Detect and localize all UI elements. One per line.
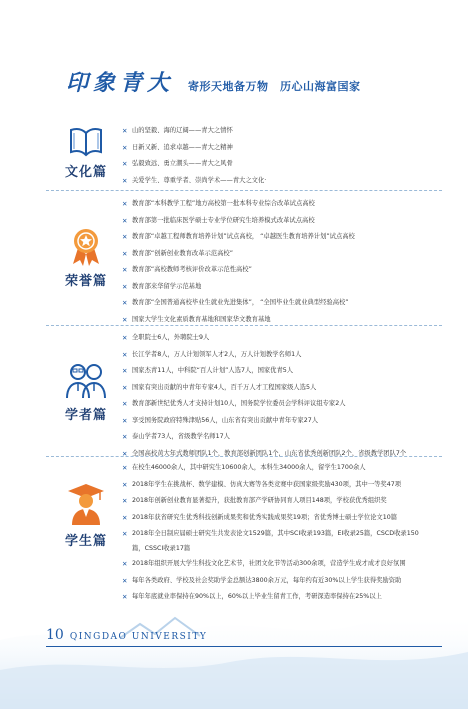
medal-icon [69, 226, 103, 266]
section-scholars-list [122, 330, 442, 462]
list-item: ✕ 国家杰青11人，中科院“百人计划”人选7人，国家优青5人 [122, 367, 294, 375]
list-item: ✕ 教育部“卓越工程师教育培养计划”试点高校， “卓越医生教育培养计划”试点高校 [122, 233, 355, 241]
list-item: ✕ 每年年底就业率保持在90%以上，60%以上毕业生留青工作，考研深造率保持在25%以上 [122, 593, 382, 601]
list-item: ✕ 教育部来华留学示范基地 [122, 282, 202, 291]
list-item: ✕ 关爱学生、尊重学者、崇尚学术——青大之文化· [122, 176, 267, 185]
section-divider [46, 325, 442, 326]
list-item: ✕ 弘毅致远、勇立潮头——青大之风骨 [122, 160, 233, 168]
section-students-list [122, 460, 442, 606]
list-item: ✕ 2018年获省研究生优秀科技创新成果奖和优秀实践成果奖19项；省优秀博士硕士学位论文10篇 [122, 513, 398, 522]
section-culture-label: 文化篇 [64, 165, 107, 180]
list-item: ✕ 国家有突出贡献的中青年专家4人，百千万人才工程国家级人选5人 [122, 383, 317, 392]
section-culture-header [56, 127, 116, 180]
list-item: ✕ 2018年学生在挑战杯、数学建模、仿真大赛等各类竞赛中获国家级奖励430项，其中一等奖47项 [122, 480, 402, 489]
list-item: ✕ 2018年全日制应届硕士研究生共发表论文1529篇，其中SCI收录193篇，EI收录25篇，CSCD收录150篇，CSSCI收录17篇 [122, 530, 419, 552]
list-item: ✕ 教育部新世纪优秀人才支持计划10人，国务院学位委员会学科评议组专家2人 [122, 400, 346, 408]
list-item: ✕ 全职院士6人，外聘院士9人 [122, 334, 210, 342]
list-item: ✕ 全国高校黄大年式教师团队1个，教育部创新团队1个，山东省优秀创新团队2个，省级教学团队7个 [122, 449, 407, 458]
footer-rule [46, 646, 442, 647]
footer [46, 627, 207, 643]
section-students-header [56, 482, 116, 549]
list-item: ✕ 每年各类政府、学校及社会奖助学金总额达3800余万元，每年约有近30%以上学生获得奖励资助 [122, 576, 402, 585]
section-scholars-header [56, 360, 116, 423]
school-name: QINGDAO UNIVERSITY [69, 632, 208, 642]
list-item: ✕ 在校生46000余人，其中研究生10600余人，本科生34000余人，留学生1700余人 [122, 464, 366, 472]
wave-decoration [0, 600, 468, 709]
page-number: 10 [46, 627, 64, 643]
list-item: ✕ 泰山学者73人，省级教学名师17人 [122, 433, 230, 441]
section-scholars-label: 学者篇 [64, 408, 107, 423]
section-divider [46, 190, 442, 191]
section-honor-header [56, 226, 116, 289]
list-item: ✕ 教育部第一批临床医学硕士专业学位研究生培养模式改革试点高校 [122, 216, 315, 225]
book-icon [69, 127, 103, 157]
section-students [46, 460, 442, 600]
graduate-icon [66, 482, 106, 526]
section-honor-list [122, 196, 442, 328]
list-item: ✕ 2018年创新创业教育显著提升，获批教育部产学研协同育人项目148项，学校获优秀组织奖 [122, 497, 387, 505]
section-culture-list [122, 123, 442, 189]
section-honor-label: 荣誉篇 [64, 274, 107, 289]
list-item: ✕ 享受国务院政府特殊津贴56人，山东省有突出贡献中青年专家27人 [122, 416, 319, 425]
section-honor [46, 196, 442, 324]
list-item: ✕ 2018年组织开展大学生科技文化艺术节，社团文化节等活动300余项，营造学生成才成才良好氛围 [122, 560, 406, 568]
list-item: ✕ 教育部“创新创业教育改革示范高校” [122, 249, 233, 258]
scholars-icon [64, 360, 108, 400]
list-item: ✕ 教育部“高校教师考核评价改革示范性高校” [122, 266, 252, 274]
list-item: ✕ 教育部“本科教学工程”地方高校第一批本科专业综合改革试点高校 [122, 200, 315, 208]
list-item: ✕ 教育部“全国普通高校毕业生就业先进集体”， “全国毕业生就业典型经验高校” [122, 299, 349, 307]
page-subtitle: 寄形天地备万物 历心山海富国家 [188, 80, 361, 93]
section-scholars [46, 330, 442, 458]
list-item: ✕ 国家大学生文化素质教育基地和国家华文教育基地 [122, 315, 271, 324]
list-item: ✕ 长江学者8人，万人计划领军人才2人，万人计划教学名师1人 [122, 350, 302, 359]
section-divider [46, 456, 442, 457]
list-item: ✕ 山的坚毅、海的辽阔——青大之情怀 [122, 127, 233, 135]
list-item: ✕ 日新又新、追求卓越——青大之精神 [122, 143, 233, 152]
section-students-label: 学生篇 [64, 534, 107, 549]
page-header [66, 66, 361, 97]
section-culture [46, 123, 442, 183]
page-title: 印象青大 [66, 70, 175, 96]
